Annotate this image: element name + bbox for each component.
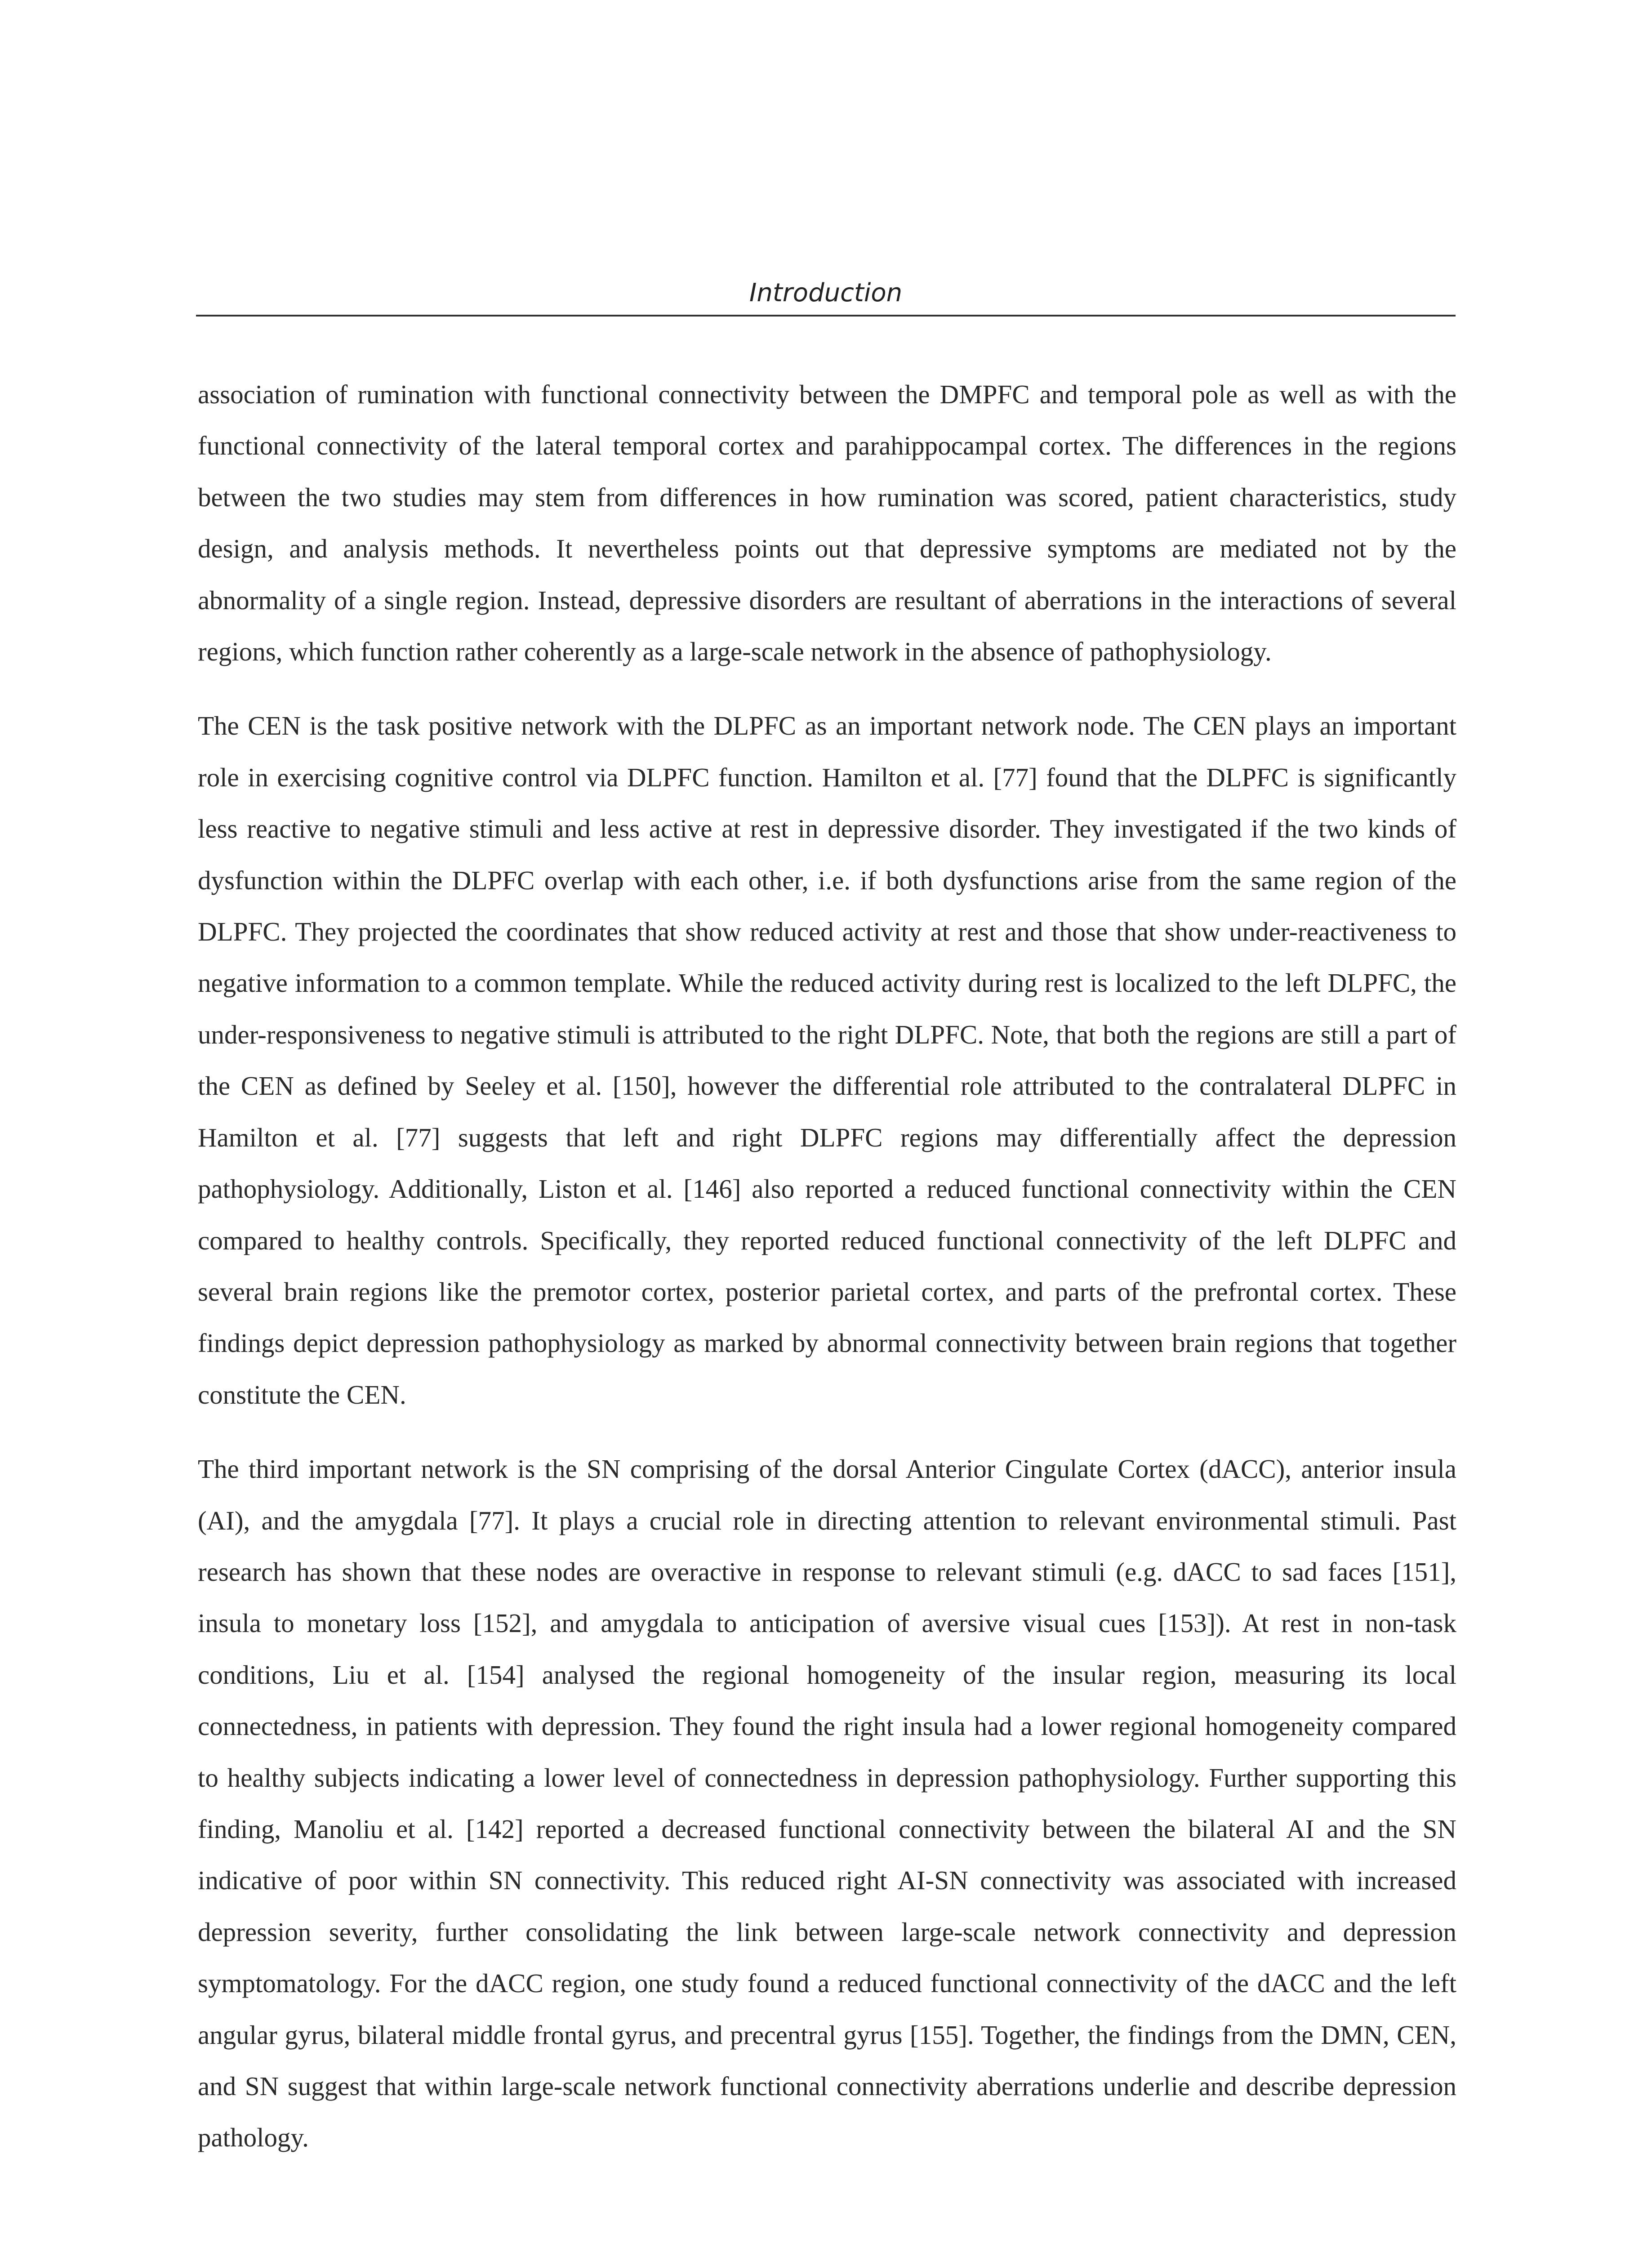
header-rule	[196, 315, 1456, 317]
body-text	[198, 369, 1456, 2186]
paragraph-1: association of rumination with functional connectivity between the DMPFC and temporal pole as well as with the functional connectivity of the lateral temporal cortex and parahippocampal cortex. The differences in the regions between the two studies may stem from differences in how rumination was scored, patient characteristics, study design, and analysis methods. It nevertheless points out that depressive symptoms are mediated not by the abnormality of a single region. Instead, depressive disorders are resultant of aberrations in the interactions of several regions, which function rather coherently as a large-scale network in the absence of pathophysiology.	[198, 379, 1456, 667]
paragraph-2: The CEN is the task positive network with the DLPFC as an important network node. The CEN plays an important role in exercising cognitive control via DLPFC function. Hamilton et al. [77] found that the DLPFC is significantly less reactive to negative stimuli and less active at rest in depressive disorder. They investigated if the two kinds of dysfunction within the DLPFC overlap with each other, i.e. if both dysfunctions arise from the same region of the DLPFC. They projected the coordinates that show reduced activity at rest and those that show under-reactiveness to negative information to a common template. While the reduced activity during rest is localized to the left DLPFC, the under-responsiveness to negative stimuli is attributed to the right DLPFC. Note, that both the regions are still a part of the CEN as defined by Seeley et al. [150], however the differential role attributed to the contralateral DLPFC in Hamilton et al. [77] suggests that left and right DLPFC regions may differentially affect the depression pathophysiology. Additionally, Liston et al. [146] also reported a reduced functional connectivity within the CEN compared to healthy controls. Specifically, they reported reduced functional connectivity of the left DLPFC and several brain regions like the premotor cortex, posterior parietal cortex, and parts of the prefrontal cortex. These findings depict depression pathophysiology as marked by abnormal connectivity between brain regions that together constitute the CEN.	[198, 711, 1456, 1409]
paragraph-3: The third important network is the SN comprising of the dorsal Anterior Cingulate Cortex (dACC), anterior insula (AI), and the amygdala [77]. It plays a crucial role in directing attention to relevant environmental stimuli. Past research has shown that these nodes are overactive in response to relevant stimuli (e.g. dACC to sad faces [151], insula to monetary loss [152], and amygdala to anticipation of aversive visual cues [153]). At rest in non-task conditions, Liu et al. [154] analysed the regional homogeneity of the insular region, measuring its local connectedness, in patients with depression. They found the right insula had a lower regional homogeneity compared to healthy subjects indicating a lower level of connectedness in depression pathophysiology. Further supporting this finding, Manoliu et al. [142] reported a decreased functional connectivity between the bilateral AI and the SN indicative of poor within SN connectivity. This reduced right AI-SN connectivity was associated with increased depression severity, further consolidating the link between large-scale network connectivity and depression symptomatology. For the dACC region, one study found a reduced functional connectivity of the dACC and the left angular gyrus, bilateral middle frontal gyrus, and precentral gyrus [155]. Together, the findings from the DMN, CEN, and SN suggest that within large-scale network functional connectivity aberrations underlie and describe depression pathology.	[198, 1454, 1456, 2153]
running-header: Introduction	[749, 278, 903, 308]
